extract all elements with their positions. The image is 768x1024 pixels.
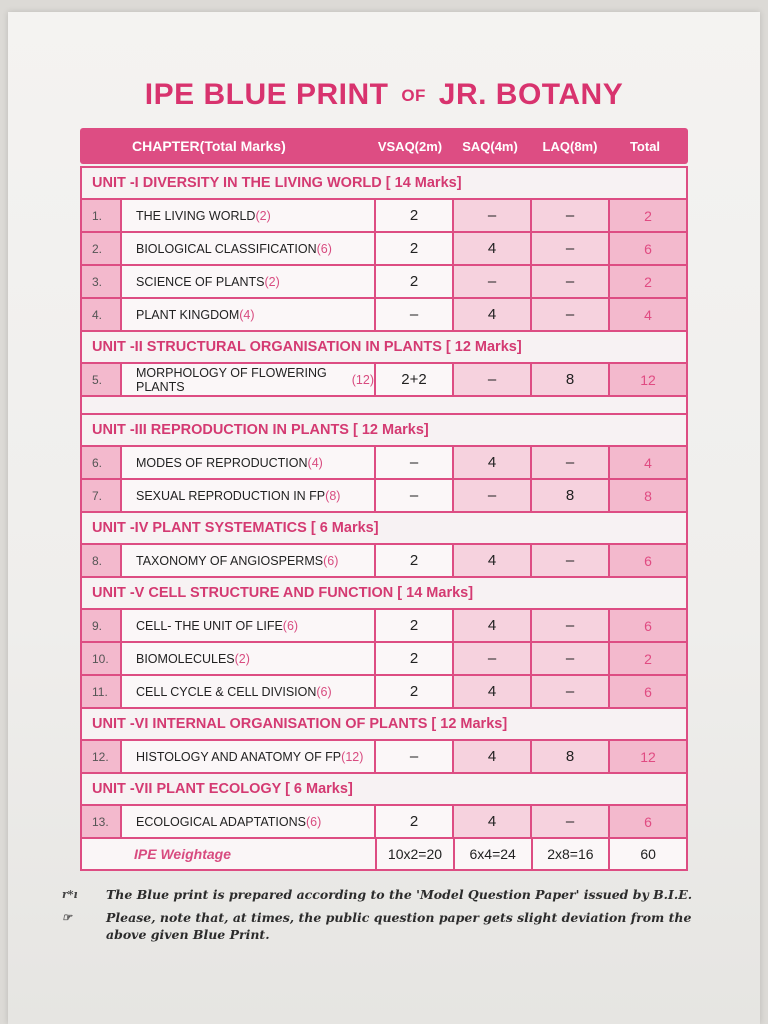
chapter-name: MODES OF REPRODUCTION: [136, 455, 308, 470]
title-main: IPE BLUE PRINT: [144, 78, 389, 111]
table-body: [80, 166, 688, 871]
footnote-bullet: ☞: [62, 911, 72, 924]
saq-cell: 4: [454, 610, 532, 641]
laq-cell: 8: [532, 364, 610, 395]
laq-cell: 8: [532, 480, 610, 511]
vsaq-cell: –: [376, 480, 454, 511]
row-number: 11.: [82, 676, 122, 707]
weightage-laq: 2x8=16: [533, 839, 611, 869]
total-cell: 12: [610, 741, 686, 772]
laq-cell: 8: [532, 741, 610, 772]
unit-title: UNIT -III REPRODUCTION IN PLANTS [ 12 Marks]: [82, 415, 686, 447]
chapter-name: SCIENCE OF PLANTS: [136, 274, 265, 289]
row-number: 3.: [82, 266, 122, 297]
vsaq-cell: 2: [376, 233, 454, 264]
laq-cell: –: [532, 200, 610, 231]
table-row: [82, 643, 686, 676]
saq-cell: 4: [454, 299, 532, 330]
weightage-row: [82, 839, 686, 869]
table-row: [82, 447, 686, 480]
total-cell: 6: [610, 676, 686, 707]
saq-cell: 4: [454, 447, 532, 478]
total-cell: 6: [610, 806, 686, 837]
footnote: [62, 886, 712, 903]
laq-cell: –: [532, 545, 610, 576]
laq-cell: –: [532, 447, 610, 478]
weightage-saq: 6x4=24: [455, 839, 533, 869]
table-row: [82, 676, 686, 709]
chapter-marks: (6): [316, 241, 332, 256]
chapter-marks: (6): [323, 553, 339, 568]
chapter-name: PLANT KINGDOM: [136, 307, 240, 322]
saq-cell: 4: [454, 741, 532, 772]
row-number: 4.: [82, 299, 122, 330]
header-laq: LAQ(8m): [542, 138, 598, 154]
table-row: [82, 266, 686, 299]
table-row: [82, 480, 686, 513]
total-cell: 4: [610, 447, 686, 478]
chapter-marks: (2): [255, 208, 271, 223]
table-row: [82, 364, 686, 397]
title-of: OF: [401, 86, 426, 106]
laq-cell: –: [532, 676, 610, 707]
chapter-name: ECOLOGICAL ADAPTATIONS: [136, 814, 306, 829]
total-cell: 6: [610, 545, 686, 576]
vsaq-cell: 2: [376, 643, 454, 674]
table-row: [82, 741, 686, 774]
chapter-cell: [122, 610, 376, 641]
unit-title: UNIT -VII PLANT ECOLOGY [ 6 Marks]: [82, 774, 686, 806]
footnote: [62, 909, 712, 943]
table-row: [82, 545, 686, 578]
table-row: [82, 299, 686, 332]
chapter-cell: [122, 200, 376, 231]
laq-cell: –: [532, 806, 610, 837]
saq-cell: –: [454, 200, 532, 231]
header-vsaq: VSAQ(2m): [377, 138, 443, 154]
laq-cell: –: [532, 233, 610, 264]
row-number: 1.: [82, 200, 122, 231]
footnotes: [62, 886, 712, 949]
laq-cell: –: [532, 643, 610, 674]
laq-cell: –: [532, 266, 610, 297]
chapter-cell: [122, 364, 376, 395]
chapter-marks: (6): [282, 618, 299, 633]
total-cell: 4: [610, 299, 686, 330]
chapter-cell: [122, 266, 376, 297]
chapter-name: SEXUAL REPRODUCTION IN FP: [136, 488, 326, 503]
unit-title: UNIT -I DIVERSITY IN THE LIVING WORLD [ 14 Marks]: [82, 168, 686, 200]
spacer-row: [82, 397, 686, 415]
total-cell: 6: [610, 610, 686, 641]
saq-cell: –: [454, 480, 532, 511]
saq-cell: 4: [454, 676, 532, 707]
saq-cell: 4: [454, 233, 532, 264]
chapter-marks: (12): [351, 372, 374, 387]
chapter-name: BIOLOGICAL CLASSIFICATION: [136, 241, 317, 256]
total-cell: 2: [610, 266, 686, 297]
unit-title: UNIT -VI INTERNAL ORGANISATION OF PLANTS [ 12 Marks]: [82, 709, 686, 741]
vsaq-cell: 2: [376, 806, 454, 837]
chapter-marks: (4): [239, 307, 255, 322]
chapter-name: TAXONOMY OF ANGIOSPERMS: [136, 553, 324, 568]
page-title: [0, 78, 768, 112]
chapter-name: CELL- THE UNIT OF LIFE: [136, 618, 283, 633]
chapter-cell: [122, 806, 376, 837]
vsaq-cell: 2: [376, 676, 454, 707]
total-cell: 8: [610, 480, 686, 511]
chapter-marks: (12): [341, 749, 364, 764]
vsaq-cell: 2: [376, 545, 454, 576]
vsaq-cell: –: [376, 741, 454, 772]
chapter-cell: [122, 480, 376, 511]
chapter-cell: [122, 299, 376, 330]
footnote-text: The Blue print is prepared according to the 'Model Question Paper' issued by B.I.E.: [106, 887, 693, 902]
row-number: 13.: [82, 806, 122, 837]
vsaq-cell: 2+2: [376, 364, 454, 395]
total-cell: 6: [610, 233, 686, 264]
chapter-marks: (4): [307, 455, 323, 470]
total-cell: 12: [610, 364, 686, 395]
vsaq-cell: –: [376, 299, 454, 330]
row-number: 6.: [82, 447, 122, 478]
chapter-name: CELL CYCLE & CELL DIVISION: [136, 684, 317, 699]
chapter-marks: (2): [234, 651, 250, 666]
row-number: 7.: [82, 480, 122, 511]
chapter-cell: [122, 676, 376, 707]
weightage-label: IPE Weightage: [82, 839, 377, 869]
chapter-cell: [122, 643, 376, 674]
total-cell: 2: [610, 643, 686, 674]
vsaq-cell: 2: [376, 610, 454, 641]
row-number: 10.: [82, 643, 122, 674]
header-total: Total: [629, 138, 661, 154]
table-row: [82, 233, 686, 266]
table-row: [82, 610, 686, 643]
vsaq-cell: 2: [376, 266, 454, 297]
table-header: [80, 128, 688, 164]
chapter-marks: (6): [305, 814, 322, 829]
total-cell: 2: [610, 200, 686, 231]
unit-title: UNIT -IV PLANT SYSTEMATICS [ 6 Marks]: [82, 513, 686, 545]
header-saq: SAQ(4m): [462, 138, 518, 154]
chapter-marks: (8): [325, 488, 341, 503]
laq-cell: –: [532, 299, 610, 330]
blueprint-table: [80, 128, 688, 871]
title-subject: JR. BOTANY: [438, 78, 624, 111]
saq-cell: –: [454, 364, 532, 395]
footnote-text: Please, note that, at times, the public question paper gets slight deviation from the above given Blue Print.: [106, 910, 692, 942]
chapter-name: HISTOLOGY AND ANATOMY OF FP: [136, 749, 342, 764]
saq-cell: 4: [454, 545, 532, 576]
row-number: 12.: [82, 741, 122, 772]
header-chapter: CHAPTER(Total Marks): [132, 138, 286, 154]
row-number: 9.: [82, 610, 122, 641]
laq-cell: –: [532, 610, 610, 641]
table-row: [82, 200, 686, 233]
saq-cell: –: [454, 266, 532, 297]
chapter-cell: [122, 233, 376, 264]
chapter-marks: (6): [316, 684, 332, 699]
chapter-name: MORPHOLOGY OF FLOWERING PLANTS: [136, 365, 327, 394]
table-row: [82, 806, 686, 839]
chapter-cell: [122, 447, 376, 478]
row-number: 2.: [82, 233, 122, 264]
unit-title: UNIT -V CELL STRUCTURE AND FUNCTION [ 14 Marks]: [82, 578, 686, 610]
chapter-cell: [122, 545, 376, 576]
vsaq-cell: 2: [376, 200, 454, 231]
chapter-cell: [122, 741, 376, 772]
saq-cell: –: [454, 643, 532, 674]
saq-cell: 4: [454, 806, 532, 837]
chapter-marks: (2): [264, 274, 280, 289]
row-number: 5.: [82, 364, 122, 395]
weightage-vsaq: 10x2=20: [377, 839, 455, 869]
chapter-name: THE LIVING WORLD: [136, 208, 256, 223]
row-number: 8.: [82, 545, 122, 576]
unit-title: UNIT -II STRUCTURAL ORGANISATION IN PLANTS [ 12 Marks]: [82, 332, 686, 364]
weightage-total: 60: [610, 839, 686, 869]
chapter-name: BIOMOLECULES: [136, 651, 235, 666]
vsaq-cell: –: [376, 447, 454, 478]
footnote-bullet: r*ı: [62, 888, 78, 901]
